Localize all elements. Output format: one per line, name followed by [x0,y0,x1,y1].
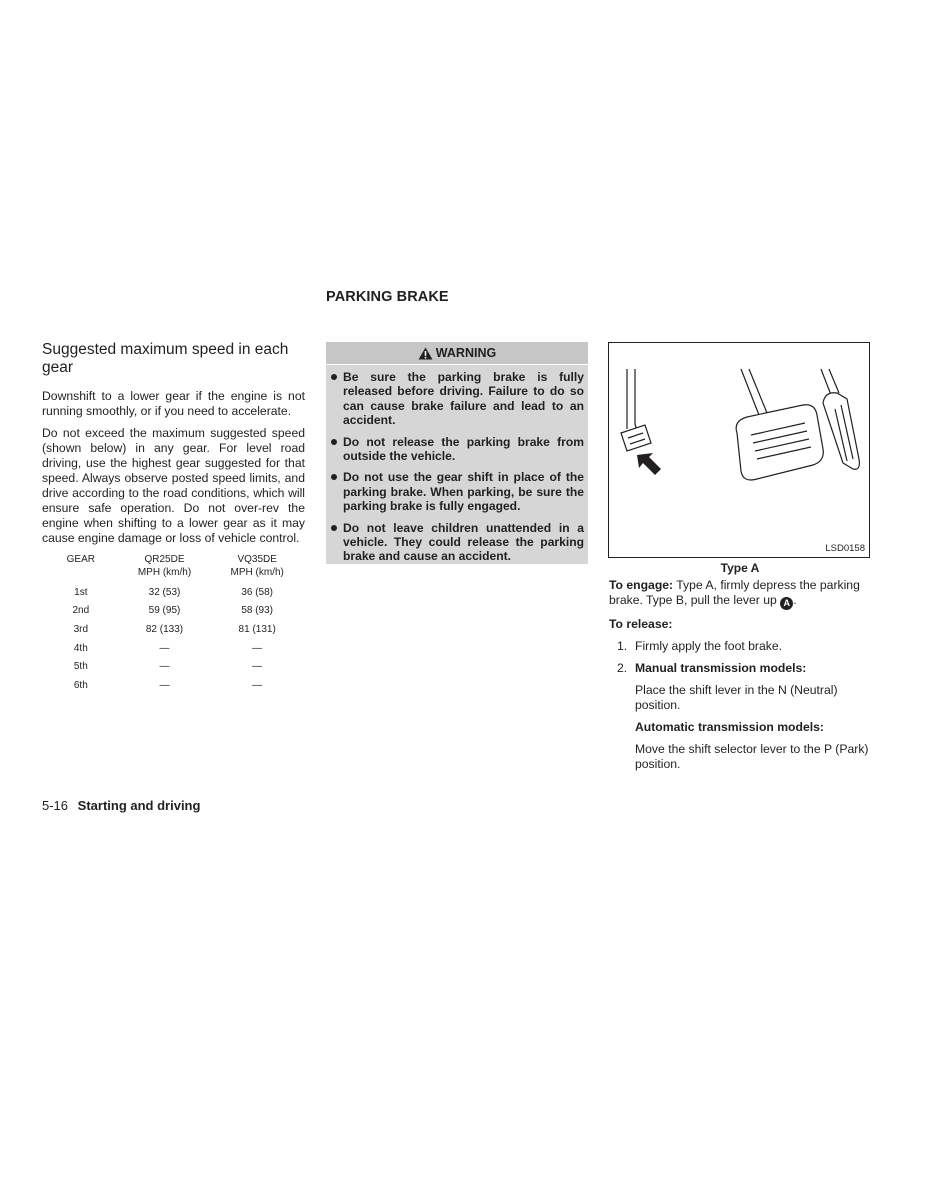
automatic-transmission-label-text: Automatic transmission models: [635,720,824,734]
cell-vq35de: 81 (131) [238,623,276,635]
bullet-icon [331,525,337,531]
table-row [42,657,305,676]
engage-paragraph [609,578,872,610]
col-header-vq35de [209,553,305,583]
pedal-illustration [609,343,869,557]
page-number: 5-16 [42,798,69,813]
arrow-icon [637,453,661,475]
cell-qr25de: 59 (95) [148,605,181,617]
col-header-vq35de-engine: VQ35DE [237,554,277,565]
cell-qr25de: — [159,679,170,691]
warning-box [326,342,588,564]
brake-pedal [736,369,823,480]
warning-item-text: Do not release the parking brake from outside the vehicle. [343,434,584,464]
cell-vq35de: — [252,679,263,691]
parking-brake-pedal [621,369,651,451]
step-number: 2. [617,661,628,675]
speed-table-header [42,553,305,583]
bullet-icon [331,439,337,445]
cell-qr25de: — [159,642,170,654]
cell-gear: 3rd [73,623,89,635]
cell-qr25de: 32 (53) [148,586,181,598]
cell-gear: 2nd [72,605,90,617]
warning-item [326,521,588,564]
cell-vq35de: 58 (93) [241,605,274,617]
bullet-icon [331,374,337,380]
section-heading: PARKING BRAKE [326,289,449,305]
cell-gear: 1st [74,586,88,598]
page-footer [42,798,200,813]
warning-item [326,470,588,513]
chapter-title: Starting and driving [77,798,201,813]
warning-title: WARNING [435,346,497,360]
cell-gear: 6th [73,679,88,691]
table-row [42,583,305,602]
downshift-paragraph: Downshift to a lower gear if the engine is not running smoothly, or if you need to accelerate. [42,389,305,418]
table-row [42,602,305,621]
cell-qr25de: 82 (133) [145,623,184,635]
manual-transmission-text: Place the shift lever in the N (Neutral) position. [635,683,838,712]
release-label-text: To release: [609,617,673,631]
engage-end: . [793,593,797,607]
parking-brake-figure [608,342,870,558]
warning-header [326,342,588,365]
list-item [609,661,872,676]
col-header-gear: GEAR [66,554,95,565]
warning-item-text: Do not leave children unattended in a vehicle. They could release the parking brake and cause an accident. [343,520,584,564]
bullet-icon [331,474,337,480]
right-column [609,578,872,779]
cell-vq35de: — [252,642,263,654]
cell-qr25de: — [159,661,170,673]
cell-vq35de: — [252,661,263,673]
automatic-transmission-label [609,720,872,735]
cell-gear: 5th [73,661,88,673]
step-number: 1. [617,639,628,653]
col-header-qr25de-engine: QR25DE [144,554,185,565]
warning-item-text: Do not use the gear shift in place of the parking brake. When parking, be sure the parking brake is fully engaged. [343,470,584,514]
col-header-qr25de-unit: MPH (km/h) [137,567,192,578]
list-item [609,639,872,654]
table-row [42,639,305,658]
left-column [42,341,305,695]
accelerator-pedal [821,369,859,469]
figure-code: LSD0158 [825,543,865,554]
warning-item [326,370,588,428]
marker-a-icon: A [780,597,793,610]
speed-paragraph: Do not exceed the maximum suggested speed (shown below) in any gear. For level road driving, use the highest gear suggested for that speed. Always observe posted speed limits, and drive according to the road conditions, which will ensure safe operation. Do not over-rev the engine when shifting to a lower gear as it may cause engine damage or loss of vehicle control. [42,426,305,545]
step-text: Firmly apply the foot brake. [635,639,782,653]
engage-text: Type A, firmly depress the parking brake. Type B, pull the lever up [609,578,860,607]
automatic-transmission-text: Move the shift selector lever to the P (Park) position. [635,742,869,771]
table-row [42,676,305,695]
warning-triangle-icon [418,347,433,360]
manual-transmission-label: Manual transmission models: [635,661,807,675]
warning-item-text: Be sure the parking brake is fully released before driving. Failure to do so can cause brake failure and lead to an accident. [343,370,584,428]
col-header-vq35de-unit: MPH (km/h) [230,567,284,578]
cell-vq35de: 36 (58) [241,586,274,598]
table-row [42,620,305,639]
speed-subheading: Suggested maximum speed in each gear [42,341,289,376]
warning-item [326,435,588,464]
release-label [609,617,872,632]
warning-list [326,370,588,564]
engage-label: To engage: [609,578,674,592]
release-steps [609,639,872,676]
col-header-qr25de [120,553,210,583]
cell-gear: 4th [73,642,88,654]
speed-table [42,553,305,695]
figure-caption: Type A [720,561,760,575]
